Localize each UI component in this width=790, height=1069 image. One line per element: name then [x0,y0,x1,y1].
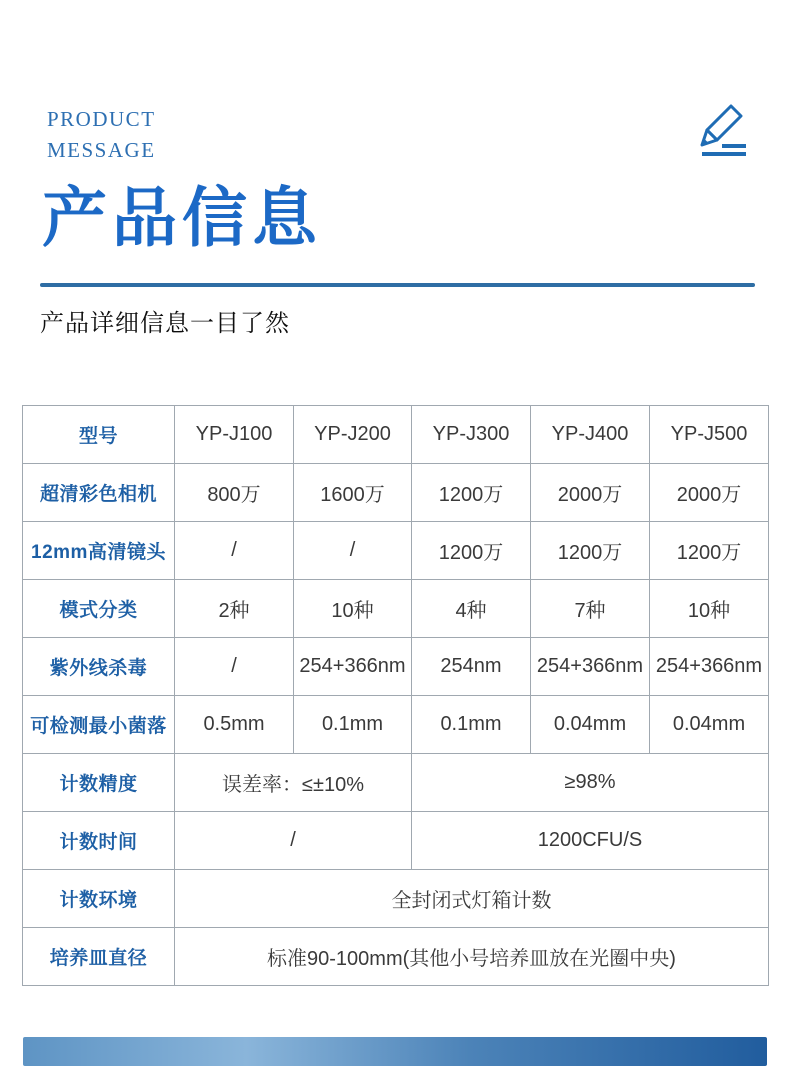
value-cell: 254nm [412,638,531,696]
table-row-accuracy [23,754,769,812]
page-subtitle: 产品详细信息一目了然 [40,311,290,337]
spec-table [22,405,769,986]
row-label: 培养皿直径 [23,928,175,986]
value-cell-span2: 误差率：≤±10% [175,754,412,812]
model-cell: YP-J100 [175,406,294,464]
table-row-count-time [23,812,769,870]
table-row-camera [23,464,769,522]
row-label: 紫外线杀毒 [23,638,175,696]
value-cell-span5: 标准90-100mm(其他小号培养皿放在光圈中央) [175,928,769,986]
value-cell: / [175,522,294,580]
table-row-model [23,406,769,464]
row-label: 型号 [23,406,175,464]
model-cell: YP-J500 [650,406,769,464]
row-label: 12mm高清镜头 [23,522,175,580]
row-label: 计数环境 [23,870,175,928]
value-cell-span3: 1200CFU/S [412,812,769,870]
value-cell: 0.1mm [412,696,531,754]
value-cell: 10种 [294,580,412,638]
value-cell: 4种 [412,580,531,638]
eyebrow-line-1: PRODUCT [47,107,156,131]
value-cell-span3: ≥98% [412,754,769,812]
value-cell: 0.5mm [175,696,294,754]
value-cell: 0.1mm [294,696,412,754]
value-cell: 2000万 [650,464,769,522]
value-cell: / [294,522,412,580]
value-cell: 1200万 [412,464,531,522]
value-cell-span5: 全封闭式灯箱计数 [175,870,769,928]
page-title: 产品信息 [42,181,323,254]
value-cell: / [175,638,294,696]
value-cell: 1200万 [531,522,650,580]
value-cell: 10种 [650,580,769,638]
row-label: 可检测最小菌落 [23,696,175,754]
value-cell: 1200万 [412,522,531,580]
footer-accent-bar [23,1037,767,1066]
table-row-uv [23,638,769,696]
model-cell: YP-J400 [531,406,650,464]
value-cell: 254+366nm [650,638,769,696]
row-label: 超清彩色相机 [23,464,175,522]
table-row-environment [23,870,769,928]
row-label: 计数时间 [23,812,175,870]
value-cell: 0.04mm [650,696,769,754]
row-label: 计数精度 [23,754,175,812]
model-cell: YP-J300 [412,406,531,464]
table-row-lens [23,522,769,580]
value-cell-span2: / [175,812,412,870]
row-label: 模式分类 [23,580,175,638]
value-cell: 800万 [175,464,294,522]
value-cell: 2种 [175,580,294,638]
pencil-edit-icon [700,103,750,159]
title-divider [40,283,755,287]
value-cell: 254+366nm [294,638,412,696]
value-cell: 1600万 [294,464,412,522]
model-cell: YP-J200 [294,406,412,464]
value-cell: 0.04mm [531,696,650,754]
value-cell: 2000万 [531,464,650,522]
eyebrow-line-2: MESSAGE [47,138,156,162]
value-cell: 7种 [531,580,650,638]
table-row-min-colony [23,696,769,754]
value-cell: 1200万 [650,522,769,580]
eyebrow-heading [47,104,156,166]
value-cell: 254+366nm [531,638,650,696]
table-row-modes [23,580,769,638]
table-row-dish-diameter [23,928,769,986]
